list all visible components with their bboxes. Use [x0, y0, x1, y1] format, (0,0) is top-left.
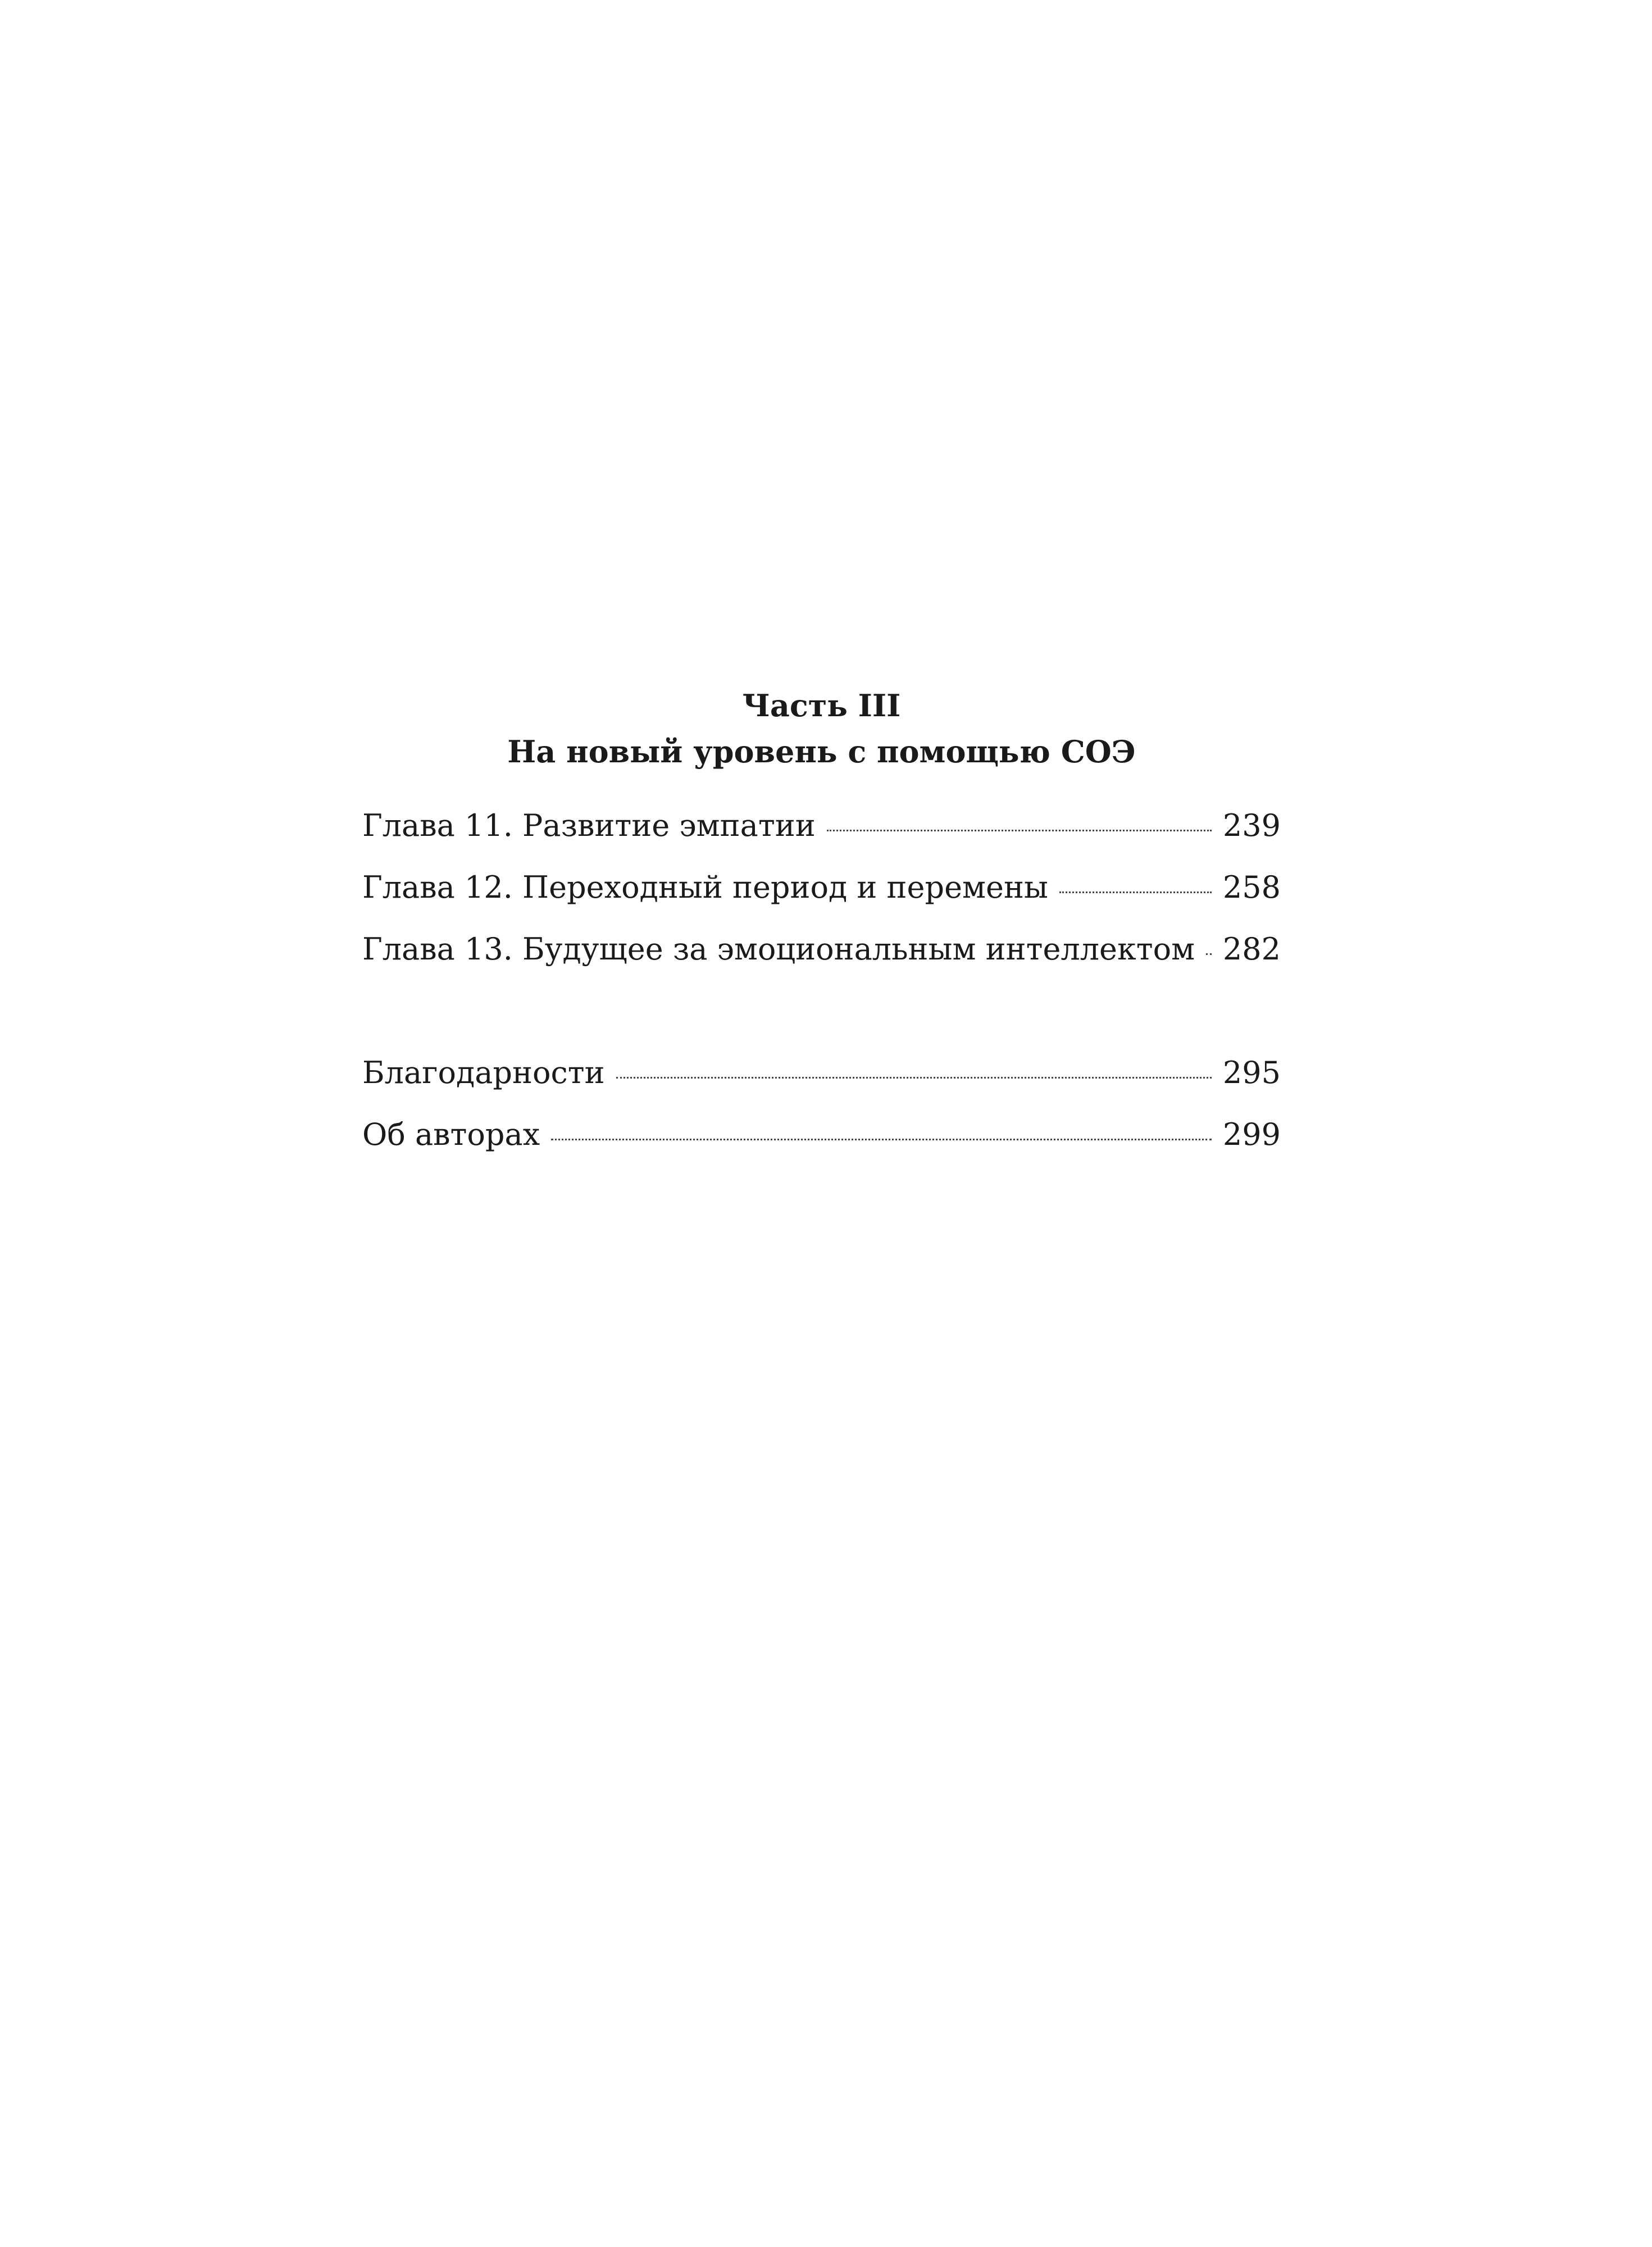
part-title: На новый уровень с помощью СОЭ — [507, 734, 1136, 770]
toc-entry-title: Об авторах — [362, 1117, 540, 1152]
toc-entry-chapter-11[interactable] — [362, 795, 1281, 857]
toc-entry-acknowledgements[interactable] — [362, 1042, 1281, 1104]
toc-entry-about-authors[interactable] — [362, 1104, 1281, 1166]
section-spacer — [362, 980, 1281, 1042]
part-label: Часть III — [742, 688, 901, 724]
dot-leader — [1206, 953, 1212, 955]
toc-entry-chapter-13[interactable] — [362, 918, 1281, 980]
chapter-list — [362, 795, 1281, 980]
toc-entry-title: Благодарности — [362, 1055, 605, 1090]
backmatter-list — [362, 1042, 1281, 1166]
toc-entry-chapter-12[interactable] — [362, 857, 1281, 918]
toc-entry-page: 282 — [1222, 931, 1281, 967]
part-heading — [362, 683, 1281, 775]
dot-leader — [827, 830, 1212, 831]
dot-leader — [1059, 891, 1212, 893]
toc-entry-page: 295 — [1222, 1055, 1281, 1090]
dot-leader — [616, 1077, 1212, 1079]
toc-entry-page: 239 — [1222, 808, 1281, 843]
table-of-contents — [362, 683, 1281, 1166]
toc-entry-page: 299 — [1222, 1117, 1281, 1152]
toc-entry-title: Глава 13. Будущее за эмоциональным интеллектом — [362, 931, 1195, 967]
toc-entry-title: Глава 12. Переходный период и перемены — [362, 870, 1048, 905]
toc-entry-title: Глава 11. Развитие эмпатии — [362, 808, 816, 843]
toc-entry-page: 258 — [1222, 870, 1281, 905]
dot-leader — [551, 1139, 1212, 1140]
